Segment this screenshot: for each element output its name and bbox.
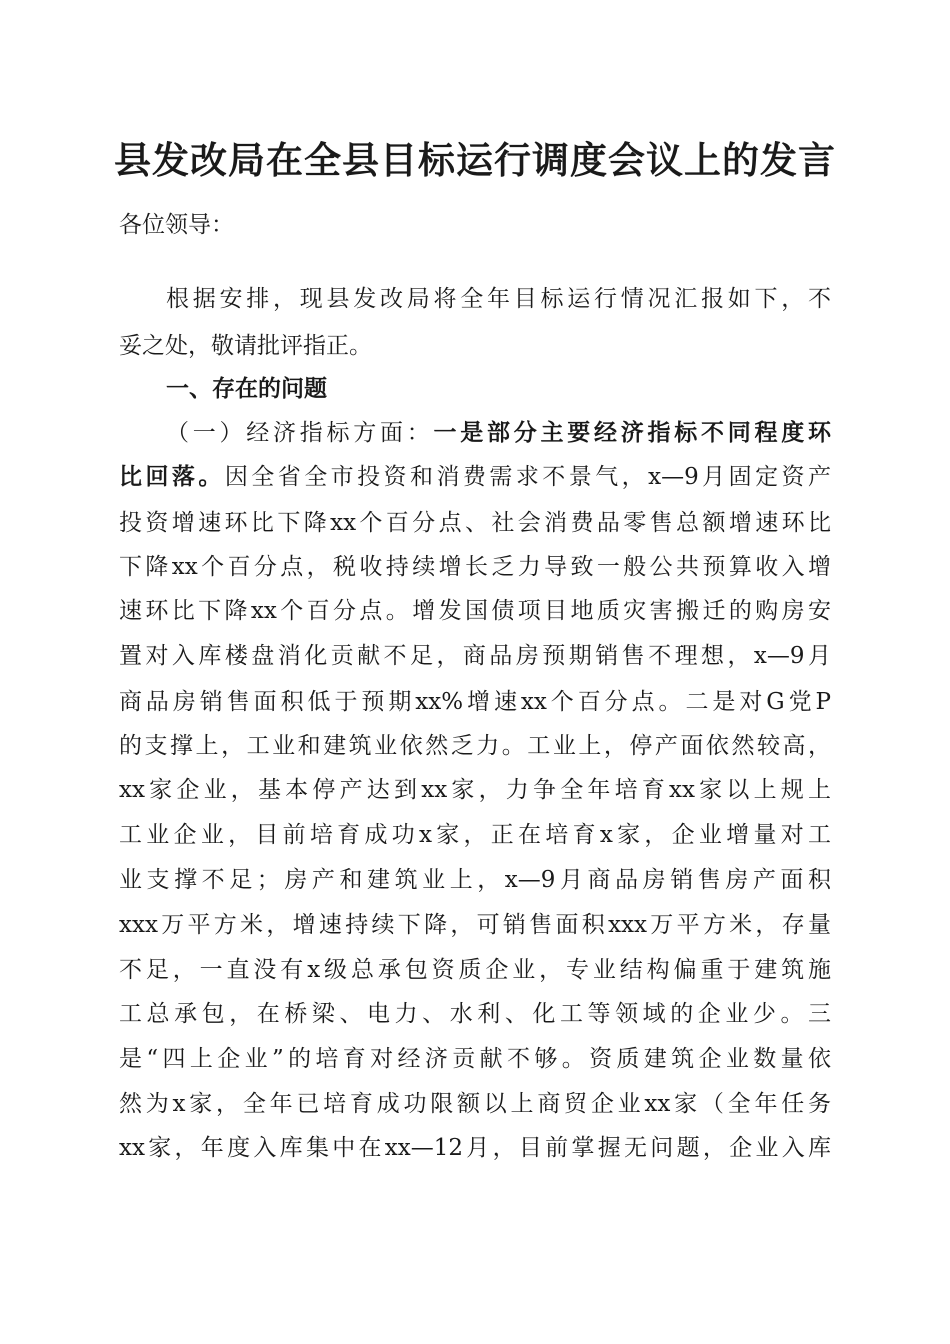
body-line: 置对入库楼盘消化贡献不足，商品房预期销售不理想，x—9月 xyxy=(119,643,831,669)
intro-line-1: 根据安排，现县发改局将全年目标运行情况汇报如下，不 xyxy=(166,286,831,312)
document-title: 县发改局在全县目标运行调度会议上的发言 xyxy=(114,138,836,182)
line2-rest: 因全省全市投资和消费需求不景气，x—9月固定资产 xyxy=(224,464,832,490)
body-line-2 xyxy=(119,462,831,492)
salutation: 各位领导： xyxy=(119,212,234,238)
subsection-first-line xyxy=(166,418,831,448)
body-line: 不足，一直没有x级总承包资质企业，专业结构偏重于建筑施 xyxy=(119,957,831,983)
body-line: 的支撑上，工业和建筑业依然乏力。工业上，停产面依然较高， xyxy=(119,733,831,759)
intro-line-2: 妥之处，敬请批评指正。 xyxy=(119,333,372,359)
body-line: 是“四上企业”的培育对经济贡献不够。资质建筑企业数量依 xyxy=(119,1046,831,1072)
body-line: 下降xx个百分点，税收持续增长乏力导致一般公共预算收入增 xyxy=(119,554,831,580)
body-line: xx家，年度入库集中在xx—12月，目前掌握无问题，企业入库 xyxy=(119,1135,831,1161)
body-line: 业支撑不足；房产和建筑业上，x—9月商品房销售房产面积 xyxy=(119,867,831,893)
body-line: 然为x家，全年已培育成功限额以上商贸企业xx家（全年任务 xyxy=(119,1091,831,1117)
section-heading: 一、存在的问题 xyxy=(166,375,327,402)
subsection-bold-part1: 一是部分主要经济指标不同程度环 xyxy=(433,419,831,446)
body-line: xx家企业，基本停产达到xx家，力争全年培育xx家以上规上 xyxy=(119,777,831,803)
body-line: 速环比下降xx个百分点。增发国债项目地质灾害搬迁的购房安 xyxy=(119,598,831,624)
body-line: 投资增速环比下降xx个百分点、社会消费品零售总额增速环比 xyxy=(119,510,831,536)
body-line: 商品房销售面积低于预期xx%增速xx个百分点。二是对G党P xyxy=(119,689,831,715)
body-line: 工总承包，在桥梁、电力、水利、化工等领域的企业少。三 xyxy=(119,1001,831,1027)
body-line: xxx万平方米，增速持续下降，可销售面积xxx万平方米，存量 xyxy=(119,912,831,938)
subsection-bold-part2: 比回落。 xyxy=(119,463,225,490)
body-line: 工业企业，目前培育成功x家，正在培育x家，企业增量对工 xyxy=(119,822,831,848)
subsection-lead: （一）经济指标方面： xyxy=(166,420,434,446)
